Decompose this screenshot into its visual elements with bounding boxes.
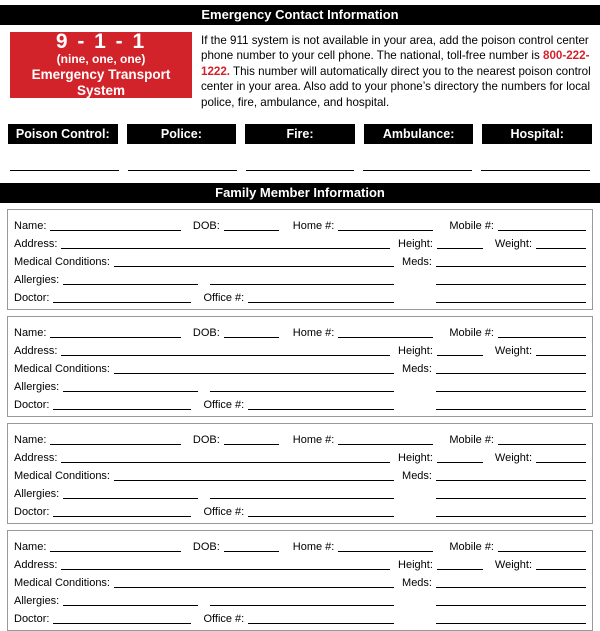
page-title-bar xyxy=(0,5,600,25)
allergies-write-line[interactable] xyxy=(63,284,198,285)
dob-write-line[interactable] xyxy=(224,337,279,338)
meds-label: Meds: xyxy=(402,577,432,590)
name-write-line[interactable] xyxy=(50,337,180,338)
weight-write-line[interactable] xyxy=(536,462,586,463)
weight-label: Weight: xyxy=(494,559,532,572)
address-label: Address: xyxy=(14,238,58,251)
height-write-line[interactable] xyxy=(437,462,483,463)
address-write-line[interactable] xyxy=(61,569,390,570)
dob-label: DOB: xyxy=(192,327,220,340)
address-label: Address: xyxy=(14,345,58,358)
mobile-phone-write-line[interactable] xyxy=(498,337,586,338)
address-label: Address: xyxy=(14,452,58,465)
member-row-name xyxy=(14,322,586,340)
doctor-label: Doctor: xyxy=(14,613,50,626)
member-row-address xyxy=(14,554,586,572)
contact-blank-lines-row xyxy=(10,170,590,171)
emergency-911-box xyxy=(10,32,192,98)
medical-conditions-label: Medical Conditions: xyxy=(14,256,110,269)
weight-write-line[interactable] xyxy=(536,569,586,570)
intro-paragraph xyxy=(201,32,592,110)
member-row-doctor xyxy=(14,287,586,305)
allergies-write-line[interactable] xyxy=(63,498,198,499)
office-phone-write-line[interactable] xyxy=(248,302,394,303)
allergies-write-line[interactable] xyxy=(63,605,198,606)
member-block xyxy=(7,530,593,631)
doctor-write-line[interactable] xyxy=(53,516,191,517)
meds-write-line[interactable] xyxy=(436,266,586,267)
weight-write-line[interactable] xyxy=(536,355,586,356)
member-row-address xyxy=(14,233,586,251)
member-row-medical xyxy=(14,251,586,269)
member-row-doctor xyxy=(14,501,586,519)
contact-labels-row xyxy=(8,124,592,144)
medical-conditions-label: Medical Conditions: xyxy=(14,470,110,483)
allergies-extra-write-line[interactable] xyxy=(210,391,394,392)
weight-label: Weight: xyxy=(494,452,532,465)
member-row-allergies xyxy=(14,269,586,287)
height-write-line[interactable] xyxy=(437,355,483,356)
home-phone-label: Home #: xyxy=(292,327,335,340)
home-phone-label: Home #: xyxy=(292,434,335,447)
meds-extra-write-line-2[interactable] xyxy=(436,516,586,517)
home-phone-write-line[interactable] xyxy=(338,337,433,338)
contact-label-poison-control: Poison Control: xyxy=(8,124,118,144)
emergency-system-label: Emergency Transport System xyxy=(31,67,171,99)
dob-label: DOB: xyxy=(192,541,220,554)
medical-conditions-write-line[interactable] xyxy=(114,480,394,481)
height-label: Height: xyxy=(398,452,433,465)
meds-label: Meds: xyxy=(402,363,432,376)
allergies-label: Allergies: xyxy=(14,488,60,501)
medical-conditions-write-line[interactable] xyxy=(114,373,394,374)
page-title: Emergency Contact Information xyxy=(201,7,399,22)
allergies-label: Allergies: xyxy=(14,274,60,287)
member-row-name xyxy=(14,536,586,554)
office-phone-label: Office #: xyxy=(203,613,245,626)
allergies-extra-write-line[interactable] xyxy=(210,498,394,499)
contact-label-ambulance: Ambulance: xyxy=(364,124,474,144)
member-block xyxy=(7,423,593,524)
member-row-name xyxy=(14,429,586,447)
dob-write-line[interactable] xyxy=(224,551,279,552)
member-row-doctor xyxy=(14,394,586,412)
member-row-doctor xyxy=(14,608,586,626)
office-phone-label: Office #: xyxy=(203,292,245,305)
mobile-phone-write-line[interactable] xyxy=(498,444,586,445)
doctor-label: Doctor: xyxy=(14,399,50,412)
mobile-phone-write-line[interactable] xyxy=(498,551,586,552)
dob-label: DOB: xyxy=(192,434,220,447)
name-write-line[interactable] xyxy=(50,551,180,552)
weight-write-line[interactable] xyxy=(536,248,586,249)
intro-section xyxy=(10,32,592,110)
ambulance-write-line[interactable] xyxy=(363,170,472,171)
height-label: Height: xyxy=(398,238,433,251)
meds-write-line[interactable] xyxy=(436,587,586,588)
contact-label-police: Police: xyxy=(127,124,237,144)
member-row-address xyxy=(14,340,586,358)
emergency-number: 9 - 1 - 1 xyxy=(55,30,147,54)
mobile-phone-label: Mobile #: xyxy=(449,541,494,554)
name-label: Name: xyxy=(14,541,47,554)
doctor-write-line[interactable] xyxy=(53,623,191,624)
height-label: Height: xyxy=(398,345,433,358)
member-row-allergies xyxy=(14,483,586,501)
poison-control-phone-number: 800-222-1222. xyxy=(201,49,590,78)
height-label: Height: xyxy=(398,559,433,572)
allergies-label: Allergies: xyxy=(14,595,60,608)
family-section-title: Family Member Information xyxy=(215,185,385,201)
mobile-phone-label: Mobile #: xyxy=(449,327,494,340)
weight-label: Weight: xyxy=(494,345,532,358)
member-row-medical xyxy=(14,465,586,483)
office-phone-write-line[interactable] xyxy=(248,516,394,517)
home-phone-write-line[interactable] xyxy=(338,230,433,231)
member-block xyxy=(7,209,593,310)
office-phone-write-line[interactable] xyxy=(248,623,394,624)
height-write-line[interactable] xyxy=(437,569,483,570)
member-row-allergies xyxy=(14,376,586,394)
dob-write-line[interactable] xyxy=(224,444,279,445)
meds-extra-write-line-2[interactable] xyxy=(436,302,586,303)
member-row-name xyxy=(14,215,586,233)
doctor-write-line[interactable] xyxy=(53,302,191,303)
meds-extra-write-line-1[interactable] xyxy=(436,284,586,285)
medical-conditions-label: Medical Conditions: xyxy=(14,577,110,590)
dob-label: DOB: xyxy=(192,220,220,233)
address-write-line[interactable] xyxy=(61,248,390,249)
member-row-allergies xyxy=(14,590,586,608)
allergies-write-line[interactable] xyxy=(63,391,198,392)
intro-text-before: If the 911 system is not available in your area, add the poison control center phone number to your cell phone. The national, toll-free number is xyxy=(201,34,589,63)
home-phone-write-line[interactable] xyxy=(338,444,433,445)
medical-conditions-label: Medical Conditions: xyxy=(14,363,110,376)
home-phone-label: Home #: xyxy=(292,220,335,233)
family-members xyxy=(0,209,600,631)
emergency-number-words: (nine, one, one) xyxy=(56,52,146,67)
home-phone-label: Home #: xyxy=(292,541,335,554)
meds-extra-write-line-1[interactable] xyxy=(436,498,586,499)
doctor-write-line[interactable] xyxy=(53,409,191,410)
meds-write-line[interactable] xyxy=(436,480,586,481)
member-row-medical xyxy=(14,572,586,590)
address-write-line[interactable] xyxy=(61,355,390,356)
name-label: Name: xyxy=(14,220,47,233)
mobile-phone-label: Mobile #: xyxy=(449,434,494,447)
meds-label: Meds: xyxy=(402,256,432,269)
contact-label-fire: Fire: xyxy=(245,124,355,144)
contact-label-hospital: Hospital: xyxy=(482,124,592,144)
meds-extra-write-line-2[interactable] xyxy=(436,623,586,624)
name-label: Name: xyxy=(14,434,47,447)
police-write-line[interactable] xyxy=(128,170,237,171)
hospital-write-line[interactable] xyxy=(481,170,590,171)
intro-text-after: This number will automatically direct you to the nearest poison control center in your area. Also add to your phone’s directory the numbers for local police, fire, ambulance, and hospital. xyxy=(201,64,591,109)
member-row-medical xyxy=(14,358,586,376)
doctor-label: Doctor: xyxy=(14,506,50,519)
meds-write-line[interactable] xyxy=(436,373,586,374)
height-write-line[interactable] xyxy=(437,248,483,249)
office-phone-label: Office #: xyxy=(203,506,245,519)
fire-write-line[interactable] xyxy=(246,170,355,171)
doctor-label: Doctor: xyxy=(14,292,50,305)
allergies-label: Allergies: xyxy=(14,381,60,394)
medical-conditions-write-line[interactable] xyxy=(114,266,394,267)
medical-conditions-write-line[interactable] xyxy=(114,587,394,588)
member-block xyxy=(7,316,593,417)
office-phone-label: Office #: xyxy=(203,399,245,412)
name-write-line[interactable] xyxy=(50,230,180,231)
member-row-address xyxy=(14,447,586,465)
meds-extra-write-line-1[interactable] xyxy=(436,391,586,392)
allergies-extra-write-line[interactable] xyxy=(210,605,394,606)
family-section-bar xyxy=(0,183,600,203)
name-label: Name: xyxy=(14,327,47,340)
meds-label: Meds: xyxy=(402,470,432,483)
address-label: Address: xyxy=(14,559,58,572)
office-phone-write-line[interactable] xyxy=(248,409,394,410)
meds-extra-write-line-2[interactable] xyxy=(436,409,586,410)
dob-write-line[interactable] xyxy=(224,230,279,231)
name-write-line[interactable] xyxy=(50,444,180,445)
mobile-phone-label: Mobile #: xyxy=(449,220,494,233)
meds-extra-write-line-1[interactable] xyxy=(436,605,586,606)
address-write-line[interactable] xyxy=(61,462,390,463)
allergies-extra-write-line[interactable] xyxy=(210,284,394,285)
home-phone-write-line[interactable] xyxy=(338,551,433,552)
weight-label: Weight: xyxy=(494,238,532,251)
mobile-phone-write-line[interactable] xyxy=(498,230,586,231)
poison-control-write-line[interactable] xyxy=(10,170,119,171)
